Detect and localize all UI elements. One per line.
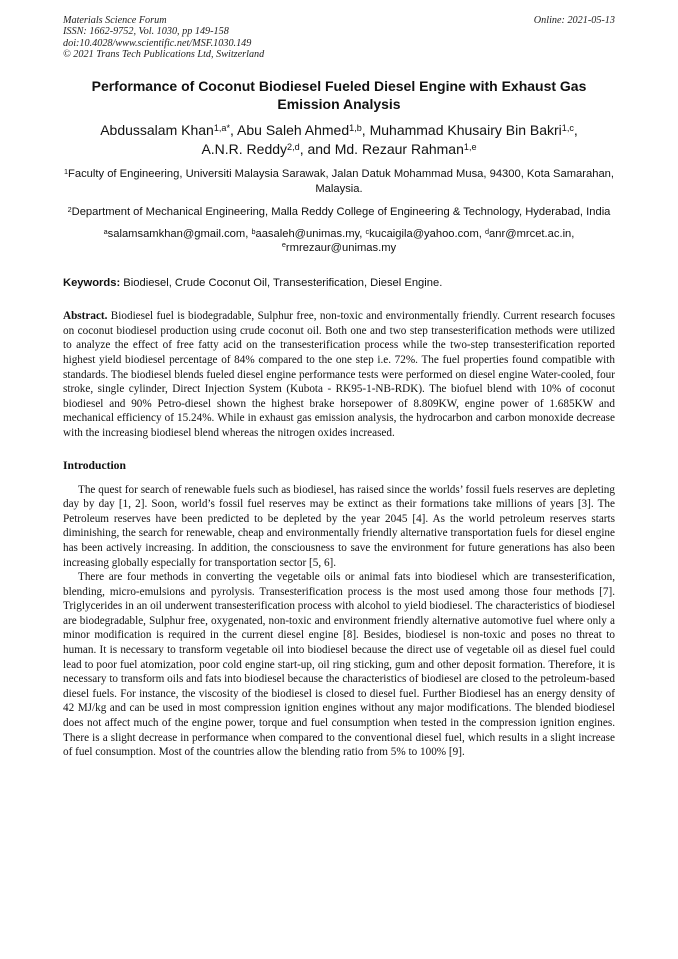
author-separator: , (573, 122, 578, 139)
journal-issn: ISSN: 1662-9752, Vol. 1030, pp 149-158 (63, 26, 229, 38)
author-separator: , (361, 122, 370, 139)
journal-header (63, 15, 615, 60)
email (251, 228, 365, 240)
email-mark: b (251, 226, 256, 236)
journal-name: Materials Science Forum (63, 15, 167, 26)
intro-paragraph-1: The quest for search of renewable fuels such as biodiesel, has raised since the worlds’ fossil fuels reserves are depleting day by day [1, 2]. Soon, world’s fossil fuel reserves may be extinct as their formations take millions of years [3]. The Petroleum reserves have been predicted to be depleted by the year 2045 [4]. As the world petroleum reserves starts diminishing, the search for renewable, cheap and environmentally friendly alternative transportation fuels for diesel engine has been actively increasing. In addition, the consciousness to save the environment for future generations has also been increasing globally especially for transportation sector [5, 6]. (63, 483, 615, 569)
author-separator: , and (299, 140, 335, 157)
email-mark: c (365, 226, 370, 236)
email-list (63, 228, 615, 255)
author-affiliation-mark: 1,b (349, 123, 362, 134)
email-address[interactable]: salamsamkhan@gmail.com (107, 228, 246, 241)
author-affiliation-mark: 1,a* (213, 123, 231, 134)
author (335, 141, 477, 157)
author-list (63, 121, 615, 158)
email (485, 228, 574, 240)
author (370, 122, 578, 138)
author (201, 141, 334, 157)
paper-title: Performance of Coconut Biodiesel Fueled Diesel Engine with Exhaust Gas Emission Analysis (91, 78, 587, 112)
email-address[interactable]: anr@mrcet.ac.in (489, 228, 572, 241)
author-name: A.N.R. Reddy (201, 140, 288, 157)
author (237, 122, 370, 138)
email-mark: e (281, 240, 286, 250)
author-affiliation-mark: 1,e (463, 141, 477, 152)
email-address[interactable]: aasaleh@unimas.my (255, 228, 360, 241)
email-separator: , (359, 228, 366, 241)
email-separator: , (571, 228, 575, 241)
keywords-label: Keywords: (63, 277, 121, 290)
author (100, 122, 237, 138)
journal-doi: doi:10.4028/www.scientific.net/MSF.1030.149 (63, 37, 252, 49)
keywords-text: Biodiesel, Crude Coconut Oil, Transesterification, Diesel Engine. (120, 277, 443, 290)
affiliation-mark: 2 (67, 204, 72, 214)
email-address[interactable]: rmrezaur@unimas.my (285, 241, 397, 254)
affiliation-2 (63, 205, 615, 220)
affiliation-mark: 1 (63, 166, 69, 176)
email (366, 228, 485, 240)
email-mark: a (103, 226, 108, 236)
email-address[interactable]: kucaigila@yahoo.com (369, 228, 479, 241)
abstract (63, 309, 615, 440)
online-date: Online: 2021-05-13 (533, 15, 615, 26)
author-name: Abdussalam Khan (100, 122, 214, 139)
affiliation-1 (63, 167, 615, 197)
section-heading-introduction: Introduction (63, 458, 126, 472)
keywords (63, 276, 615, 290)
journal-copyright: © 2021 Trans Tech Publications Ltd, Switzerland (63, 48, 265, 60)
author-name: Muhammad Khusairy Bin Bakri (369, 122, 562, 139)
author-affiliation-mark: 1,c (561, 123, 574, 134)
email-mark: d (485, 226, 490, 236)
email-separator: , (245, 228, 252, 241)
intro-paragraph-2: There are four methods in converting the vegetable oils or animal fats into biodiesel which are transesterification, blending, micro-emulsions and pyrolysis. Transesterification process is the most used among those four methods [7]. Triglycerides in an oil underwent transesterification process with alcohol to yield biodiesel. The characteristics of biodiesel are biodegradable, Sulphur free, oxygenated, non-toxic and environment friendly alternative automotive fuel where only a minor modification is required in the current diesel engine [8]. Besides, biodiesel is non-toxic and poses no threat to human. It is necessary to transform vegetable oil into biodiesel because the direct use of vegetable oil as diesel fuel could lead to poor fuel atomization, poor cold engine start-up, oil ring sticking, gum and other deposit formation. Therefore, it is necessary to transform oils and fats into biodiesel because the characteristics of biodiesel are closed to the petroleum-based diesel fuels. For instance, the viscosity of the biodiesel is closed to diesel fuel. Further Biodiesel has an energy density of 42 MJ/kg and can be used in most compression ignition engines without any major modifications. The blended biodiesel does not affect much of the engine power, torque and fuel consumption when tested in the compression ignition engines. There is a slight decrease in performance when compared to the conventional diesel fuel, which results in a slight increase of fuel consumption. Most of the countries allow the blending ratio from 5% to 100% [9]. (63, 571, 615, 759)
author-name: Md. Rezaur Rahman (334, 140, 464, 157)
email (282, 242, 396, 254)
affiliation-text: Department of Mechanical Engineering, Malla Reddy College of Engineering & Technology, Hyderabad, India (71, 206, 611, 219)
author-name: Abu Saleh Ahmed (237, 122, 350, 139)
affiliation-text: Faculty of Engineering, Universiti Malaysia Sarawak, Jalan Datuk Mohammad Musa, 94300, Kota Samarahan, Malaysia. (68, 168, 615, 196)
abstract-label: Abstract. (63, 310, 108, 323)
author-affiliation-mark: 2,d (287, 141, 300, 152)
email (104, 228, 252, 240)
author-separator: , (230, 122, 238, 139)
abstract-text: Biodiesel fuel is biodegradable, Sulphur free, non-toxic and environmentally friendly. Current research focuses on coconut biodiesel production using crude coconut oil. Both one and two step transesterification methods were utilized to analyze the effect of free fatty acid on the transesterification process while the two-step transesterification reported highest yield biodiesel percentage of 84% compared to the one step i.e. 72%. The fuel properties found compatible with standards. The biodiesel blends fueled diesel engine performance tests were performed on diesel engine Water-cooled, four stroke, single cylinder, Direct Injection System (Kubota - RK95-1-NB-RDK). The biofuel blend with 10% of coconut biodiesel and 90% Petro-diesel shown the highest brake horsepower of 8.809KW, engine power of 1.685KW and mechanical efficiency of 15.24%. While in exhaust gas emission analysis, the hydrocarbon and carbon monoxide decrease with the increasing biodiesel blend whereas the nitrogen oxides increased. (63, 310, 615, 439)
email-separator: , (478, 228, 485, 241)
